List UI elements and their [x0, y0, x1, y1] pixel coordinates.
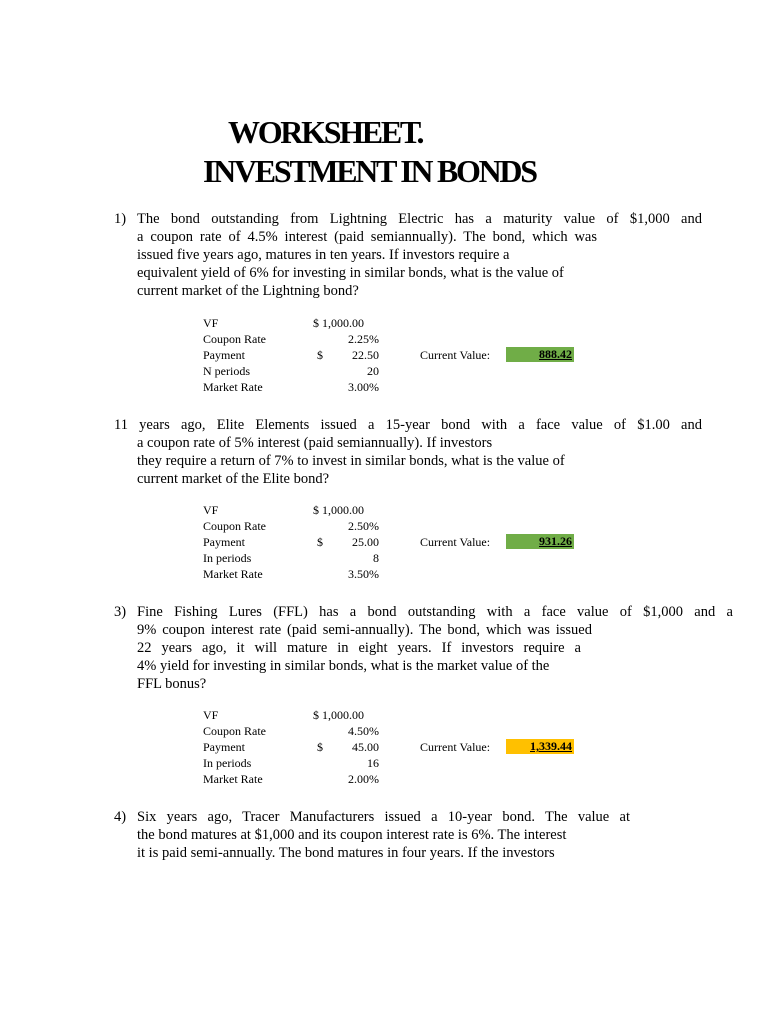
value-coupon-rate: 2.50%	[348, 519, 379, 533]
problem-3-line-1: Fine Fishing Lures (FFL) has a bond outstanding with a face value of $1,000 and a	[137, 604, 733, 620]
label-vf: VF	[203, 503, 219, 517]
value-periods: 20	[367, 364, 379, 378]
problem-3-number: 3)	[114, 604, 127, 620]
label-market-rate: Market Rate	[203, 380, 263, 394]
problem-2-line-3: they require a return of 7% to invest in similar bonds, what is the value of	[137, 453, 565, 469]
worksheet-title: WORKSHEET.	[228, 114, 423, 150]
value-vf: $ 1,000.00	[313, 503, 364, 517]
current-value-label: Current Value:	[420, 535, 491, 549]
label-vf: VF	[203, 708, 219, 722]
value-periods: 16	[367, 756, 379, 770]
value-market-rate: 3.00%	[348, 380, 379, 394]
value-vf: $ 1,000.00	[313, 316, 364, 330]
problem-2-line-4: current market of the Elite bond?	[137, 471, 330, 487]
problem-1-number: 1)	[114, 211, 127, 227]
current-value-label: Current Value:	[420, 740, 491, 754]
problem-4-line-2: the bond matures at $1,000 and its coupon interest rate is 6%. The interest	[137, 827, 567, 843]
value-vf: $ 1,000.00	[313, 708, 364, 722]
current-value-cell: 1,339.44	[506, 739, 574, 754]
current-value-cell: 931.26	[506, 534, 574, 549]
problem-3-line-2: 9% coupon interest rate (paid semi-annually). The bond, which was issued	[137, 622, 592, 638]
problem-1-line-1: The bond outstanding from Lightning Electric has a maturity value of $1,000 and	[137, 211, 702, 227]
payment-dollar-sign: $	[317, 535, 323, 549]
worksheet-subtitle: INVESTMENT IN BONDS	[203, 153, 536, 189]
label-coupon-rate: Coupon Rate	[203, 724, 266, 738]
value-payment: 45.00	[352, 740, 379, 754]
value-payment: 22.50	[352, 348, 379, 362]
problem-4-line-3: it is paid semi-annually. The bond matures in four years. If the investors	[137, 845, 555, 861]
problem-1-line-3: issued five years ago, matures in ten years. If investors require a	[137, 247, 510, 263]
label-coupon-rate: Coupon Rate	[203, 519, 266, 533]
problem-1-line-4: equivalent yield of 6% for investing in similar bonds, what is the value of	[137, 265, 564, 281]
problem-1-line-5: current market of the Lightning bond?	[137, 283, 359, 299]
value-market-rate: 3.50%	[348, 567, 379, 581]
problem-3-line-4: 4% yield for investing in similar bonds, what is the market value of the	[137, 658, 550, 674]
label-payment: Payment	[203, 740, 245, 754]
label-vf: VF	[203, 316, 219, 330]
value-coupon-rate: 4.50%	[348, 724, 379, 738]
problem-4-line-1: Six years ago, Tracer Manufacturers issued a 10-year bond. The value at	[137, 809, 630, 825]
label-market-rate: Market Rate	[203, 567, 263, 581]
problem-3-line-5: FFL bonus?	[137, 676, 207, 692]
problem-2-line-2: a coupon rate of 5% interest (paid semiannually). If investors	[137, 435, 493, 451]
value-periods: 8	[373, 551, 379, 565]
problem-3-line-3: 22 years ago, it will mature in eight years. If investors require a	[137, 640, 581, 656]
problem-1-line-2: a coupon rate of 4.5% interest (paid semiannually). The bond, which was	[137, 229, 597, 245]
problem-2-line-1: 11 years ago, Elite Elements issued a 15-year bond with a face value of $1.00 and	[114, 417, 702, 433]
label-periods: In periods	[203, 551, 252, 565]
label-coupon-rate: Coupon Rate	[203, 332, 266, 346]
problem-4-number: 4)	[114, 809, 127, 825]
value-coupon-rate: 2.25%	[348, 332, 379, 346]
payment-dollar-sign: $	[317, 348, 323, 362]
label-payment: Payment	[203, 348, 245, 362]
value-market-rate: 2.00%	[348, 772, 379, 786]
payment-dollar-sign: $	[317, 740, 323, 754]
label-periods: N periods	[203, 364, 250, 378]
label-periods: In periods	[203, 756, 252, 770]
current-value-cell: 888.42	[506, 347, 574, 362]
label-market-rate: Market Rate	[203, 772, 263, 786]
current-value-label: Current Value:	[420, 348, 491, 362]
label-payment: Payment	[203, 535, 245, 549]
value-payment: 25.00	[352, 535, 379, 549]
